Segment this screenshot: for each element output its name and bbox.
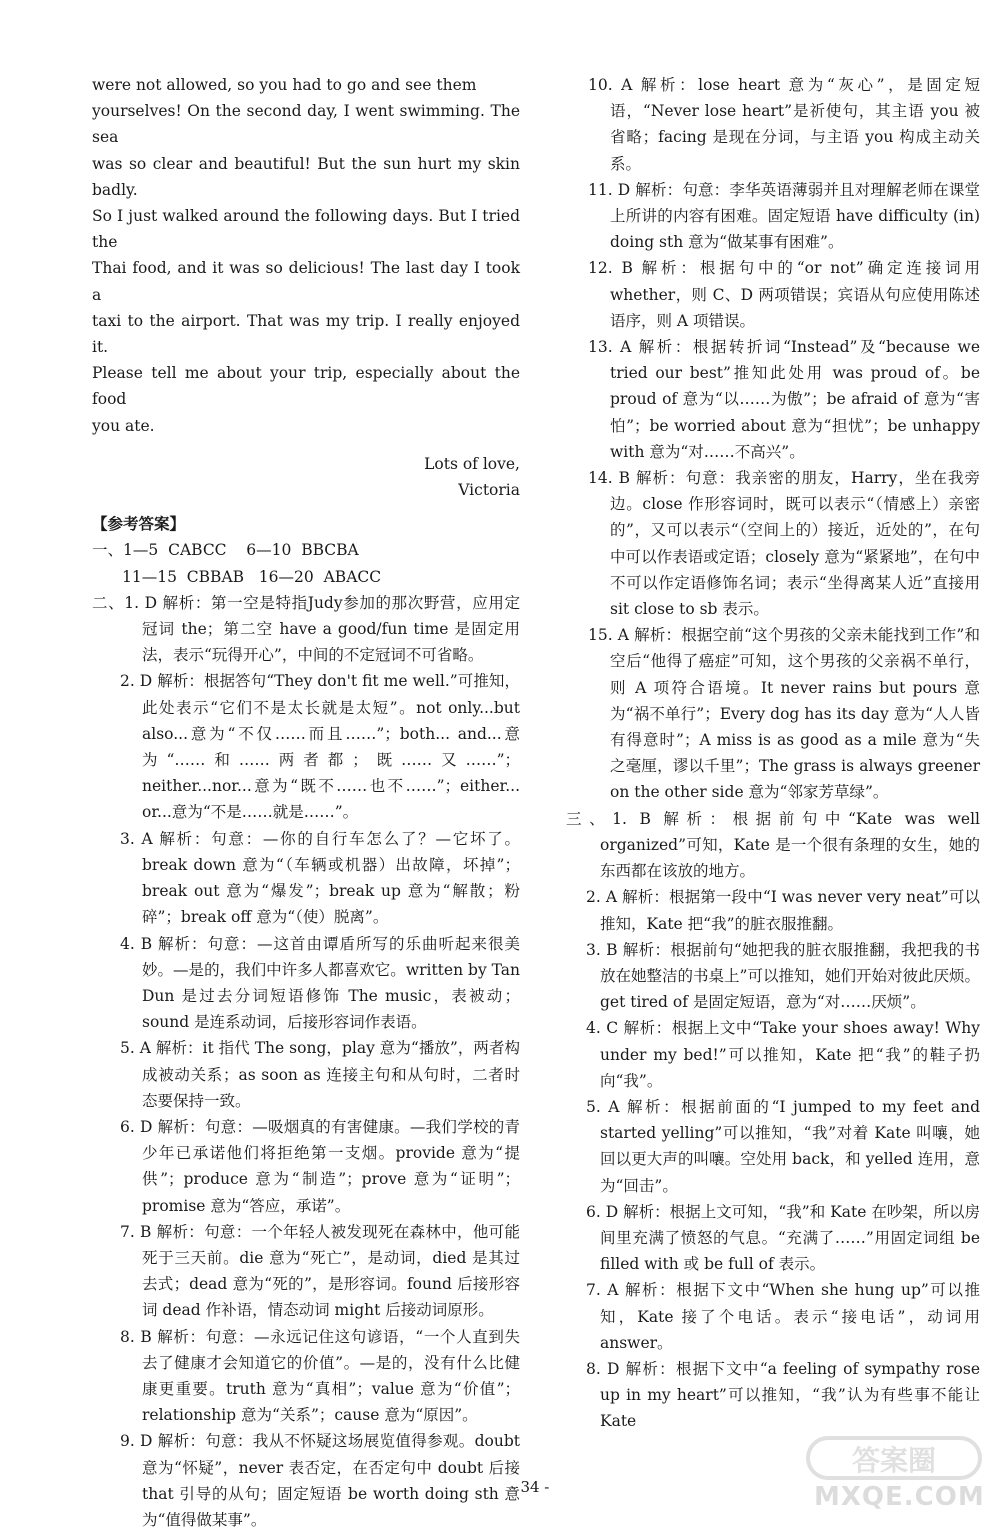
answers-heading: 【参考答案】 xyxy=(92,514,186,534)
explanation-item: 3. B 解析：根据前句“她把我的脏衣服推翻，我把我的书放在她整洁的书桌上”可以推知，她们开始对彼此厌烦。get tired of 是固定短语，意为“对……厌烦”。 xyxy=(586,940,980,1012)
explanation-item: 7. A 解析：根据下文中“When she hung up”可以推知，Kate 接了个电话。表示“接电话”，动词用 answer。 xyxy=(586,1281,980,1352)
letter-line: yourselves! On the second day, I went swimming. The sea xyxy=(92,102,520,147)
letter-line: Please tell me about your trip, especially about the food xyxy=(92,364,520,409)
letter-line: Thai food, and it was so delicious! The last day I took a xyxy=(92,259,520,304)
explanation-item: 5. A 解析：it 指代 The song，play 意为“播放”，两者构成被动关系；as soon as 连接主句和从句时，二者时态要保持一致。 xyxy=(120,1039,520,1110)
explanation-item: 15. A 解析：根据空前“这个男孩的父亲未能找到工作”和空后“他得了癌症”可知，这个男孩的父亲祸不单行，则 A 项符合语境。It never rains but pours 意为“祸不单行”；Every dog has its day 意为“人人皆有得意时”；A miss is as good as a mile 意为“失之毫厘，谬以千里”；The grass is always greener on the other side 意为“邻家芳草绿”。 xyxy=(588,626,980,802)
answer-row: 11—15 CBBAB 16—20 ABACC xyxy=(122,567,382,586)
explanation-item: 1. B 解析：根据前句中“Kate was well organized”可知，Kate 是一个很有条理的女生，她的东西都在该放的地方。 xyxy=(600,809,980,881)
explanation-item: 7. B 解析：句意：一个年轻人被发现死在森林中，他可能死于三天前。die 意为“死亡”，是动词，died 是其过去式；dead 意为“死的”，是形容词。found 后接形容词 dead 作补语，情态动词 might 后接动词原形。 xyxy=(120,1222,520,1320)
explanation-item: 13. A 解析：根据转折词“Instead”及“because we tried our best”推知此处用 was proud of。be proud of 意为“以……为傲”；be afraid of 意为“害怕”；be worried about 意为“担忧”；be unhappy with 意为“对……不高兴”。 xyxy=(588,338,980,461)
section-two-label: 二、 xyxy=(92,593,125,612)
letter-line: was so clear and beautiful! But the sun hurt my skin badly. xyxy=(92,154,520,199)
letter-line: were not allowed, so you had to go and see them xyxy=(92,76,477,94)
explanation-item: 11. D 解析：句意：李华英语薄弱并且对理解老师在课堂上所讲的内容有困难。固定短语 have difficulty (in) doing sth 意为“做某事有困难”。 xyxy=(588,180,980,252)
explanation-item: 9. D 解析：句意：我从不怀疑这场展览值得参观。doubt 意为“怀疑”，never 表否定，在否定句中 doubt 后接 that 引导的从句；固定短语 be worth doing sth 意为“值得做某事”。 xyxy=(120,1432,520,1529)
explanation-item: 8. B 解析：句意：—永远记住这句谚语，“一个人直到失去了健康才会知道它的价值”。—是的，没有什么比健康更重要。truth 意为“真相”；value 意为“价值”；relationship 意为“关系”；cause 意为“原因”。 xyxy=(120,1327,520,1425)
left-column xyxy=(92,72,520,1533)
watermark-logo-text: 答案圈 xyxy=(851,1444,937,1477)
section-one-label: 一、 xyxy=(92,541,124,560)
answer-row: 1—5 CABCC 6—10 BBCBA xyxy=(123,541,359,560)
section-two xyxy=(92,590,520,1533)
watermark-logo xyxy=(796,1432,992,1514)
explanation-item: 14. B 解析：句意：我亲密的朋友，Harry，坐在我旁边。close 作形容词时，既可以表示“（情感上）亲密的”，又可以表示“（空间上的）接近，近处的”，在句中可以作表语或定语；closely 意为“紧紧地”，在句中不可以作定语修饰名词；表示“坐得离某人近”直接用 sit close to sb 表示。 xyxy=(588,469,980,619)
explanation-item: 4. C 解析：根据上文中“Take your shoes away! Why under my bed!”可以推知，Kate 把“我”的鞋子扔向“我”。 xyxy=(586,1019,980,1090)
explanation-item: 2. D 解析：根据答句“They don't fit me well.”可推知，此处表示“它们不是太长就是太短”。not only...but also...意为“不仅……而且……”；both... and...意为“……和……两者都；既……又……”；neither...nor...意为“既不……也不……”；either... or...意为“不是……就是……”。 xyxy=(120,672,520,822)
watermark-badge-icon xyxy=(806,1432,982,1484)
explanation-item: 8. D 解析：根据下文中“a feeling of sympathy rose up in my heart”可以推知，“我”认为有些事不能让 Kate xyxy=(586,1359,980,1431)
letter-signature: Victoria xyxy=(458,481,520,500)
explanation-item: 6. D 解析：句意：—吸烟真的有害健康。—我们学校的青少年已承诺他们将拒绝第一支烟。provide 意为“提供”；produce 意为“制造”；prove 意为“证明”；promise 意为“答应，承诺”。 xyxy=(120,1117,520,1215)
watermark-text: MXQE.COM xyxy=(814,1482,985,1512)
section-three-label: 三、 xyxy=(566,809,613,828)
explanation-item: 4. B 解析：句意：—这首由谭盾所写的乐曲听起来很美妙。—是的，我们中许多人都喜欢它。written by Tan Dun 是过去分词短语修饰 The music，表被动；sound 是连系动词，后接形容词作表语。 xyxy=(120,934,520,1032)
right-column xyxy=(566,72,980,1435)
letter-line: taxi to the airport. That was my trip. I really enjoyed it. xyxy=(92,311,520,357)
explanation-item: 5. A 解析：根据前面的“I jumped to my feet and started yelling”可以推知，“我”对着 Kate 叫嚷，她回以更大声的叫嚷。空处用 back，和 yelled 连用，意为“回击”。 xyxy=(586,1097,980,1195)
explanation-item: 3. A 解析：句意：—你的自行车怎么了？—它坏了。break down 意为“（车辆或机器）出故障，坏掉”；break out 意为“爆发”；break up 意为“解散；粉碎”；break off 意为“（使）脱离”。 xyxy=(120,829,520,927)
letter-closing: Lots of love, xyxy=(424,454,520,473)
explanation-item: 6. D 解析：根据上文可知，“我”和 Kate 在吵架，所以房间里充满了愤怒的气息。“充满了……”用固定词组 be filled with 或 be full of 表示。 xyxy=(586,1202,980,1274)
section-one xyxy=(92,537,520,589)
letter-text xyxy=(92,72,520,503)
letter-line: you ate. xyxy=(92,416,155,435)
letter-line: So I just walked around the following days. But I tried the xyxy=(92,207,520,252)
section-three xyxy=(566,806,980,1435)
section-two-continued xyxy=(570,72,980,806)
explanation-item: 2. A 解析：根据第一段中“I was never very neat”可以推知，Kate 把“我”的脏衣服推翻。 xyxy=(586,888,980,933)
explanation-item: 12. B 解析：根据句中的“or not”确定连接词用 whether，则 C、D 两项错误；宾语从句应使用陈述语序，则 A 项错误。 xyxy=(588,259,980,330)
page-number: - 34 - xyxy=(510,1478,550,1496)
explanation-item: 1. D 解析：第一空是特指Judy参加的那次野营，应用定冠词 the；第二空 have a good/fun time 是固定用法，表示“玩得开心”，中间的不定冠词不可省略。 xyxy=(124,593,520,665)
explanation-item: 10. A 解析：lose heart 意为“灰心”，是固定短语，“Never lose heart”是祈使句，其主语 you 被省略；facing 是现在分词，与主语 you 构成主动关系。 xyxy=(588,76,980,173)
